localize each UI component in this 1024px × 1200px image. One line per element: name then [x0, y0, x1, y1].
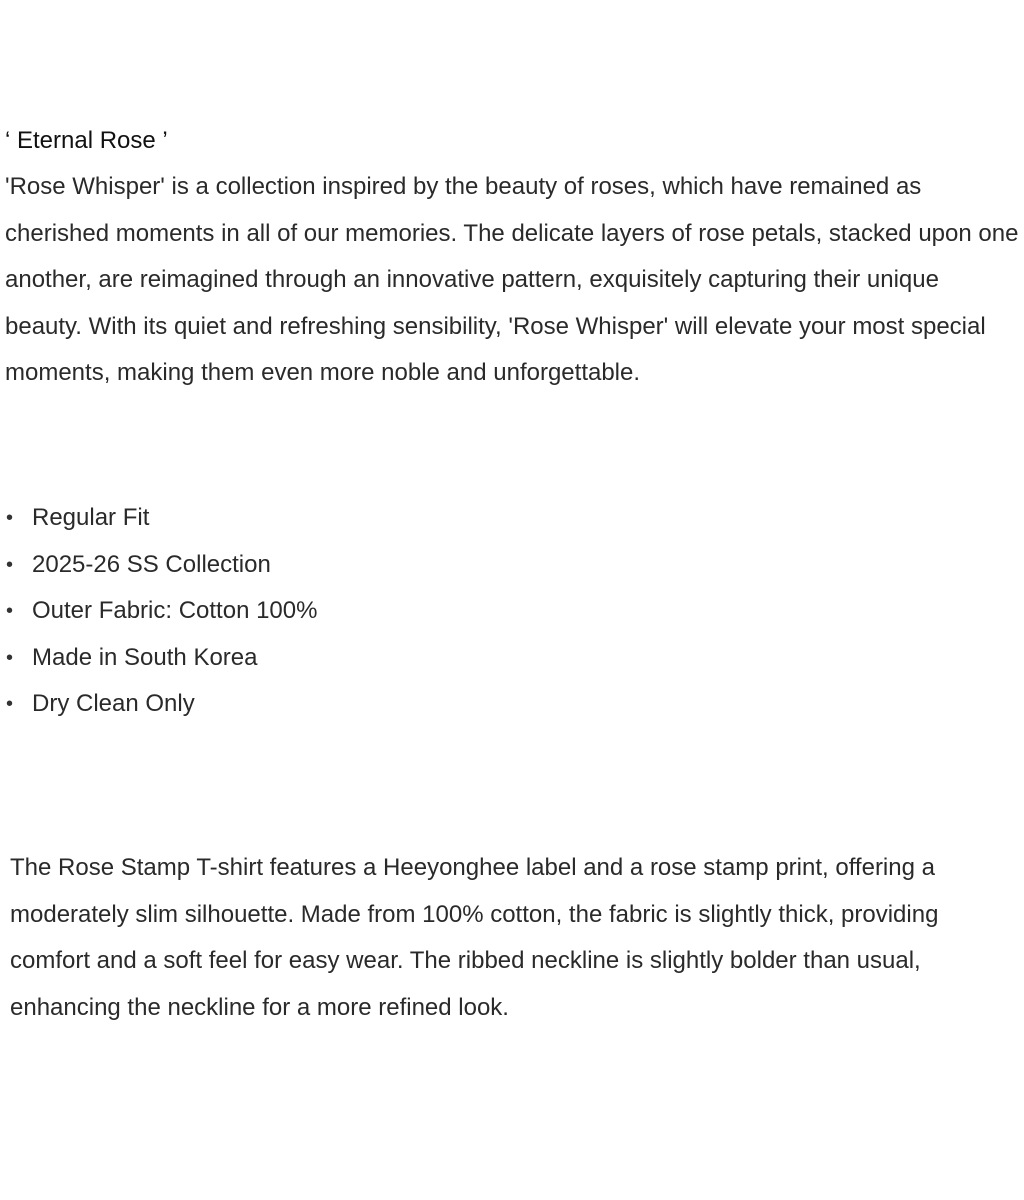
bullet-icon: •: [6, 693, 14, 715]
spec-item-label: Made in South Korea: [32, 643, 258, 671]
bullet-icon: •: [6, 646, 14, 669]
product-spec-list: [0, 495, 317, 728]
spec-item-label: Dry Clean Only: [32, 690, 195, 717]
spec-item-label: Regular Fit: [32, 504, 150, 531]
spec-item-care: [0, 681, 317, 728]
bullet-icon: •: [6, 507, 14, 529]
bullet-icon: •: [6, 600, 14, 622]
spec-item-label: 2025-26 SS Collection: [32, 550, 271, 578]
product-details-paragraph: The Rose Stamp T-shirt features a Heeyonghee label and a rose stamp print, offering a moderately slim silhouette. Made from 100% cotton, the fabric is slightly thick, providing comfort and a soft feel for easy wear. The ribbed neckline is slightly bolder than usual, enhancing the neckline for a more refined look.: [10, 854, 939, 1021]
collection-title: ‘ Eternal Rose ’: [5, 127, 168, 154]
bullet-icon: •: [6, 553, 14, 576]
spec-item-collection: [0, 542, 317, 589]
spec-item-label: Outer Fabric: Cotton 100%: [32, 597, 318, 624]
spec-item-fit: [0, 495, 317, 542]
spec-item-origin: [0, 635, 317, 682]
spec-item-fabric: [0, 588, 317, 635]
collection-intro-paragraph: 'Rose Whisper' is a collection inspired by the beauty of roses, which have remained as cherished moments in all of our memories. The delicate layers of rose petals, stacked upon one another, are reimagined through an innovative pattern, exquisitely capturing their unique beauty. With its quiet and refreshing sensibility, 'Rose Whisper' will elevate your most special moments, making them even more noble and unforgettable.: [5, 173, 1019, 386]
